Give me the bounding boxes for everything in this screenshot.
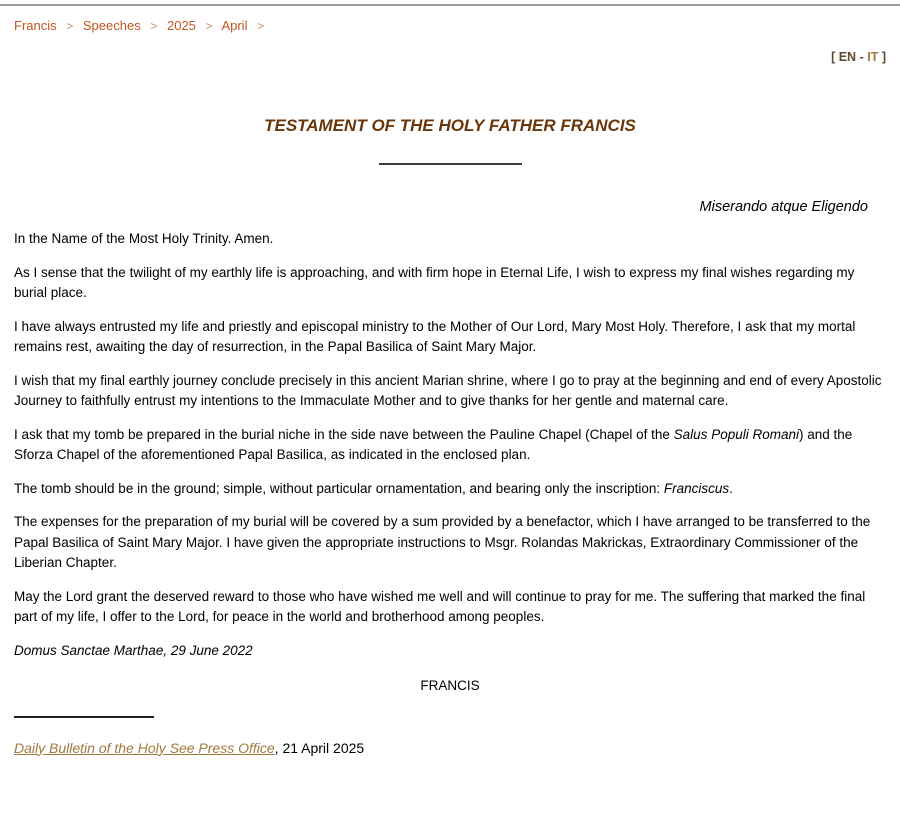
- text-segment: I have always entrusted my life and priestly and episcopal ministry to the Mother of Our Lord, Mary Most Holy. Therefore, I ask that my mortal remains rest, awaiting the day of resurrection, in the Papal Basilica of Saint Mary Major.: [14, 318, 856, 354]
- dateline-text: Domus Sanctae Marthae, 29 June 2022: [14, 642, 253, 658]
- language-link-it[interactable]: IT: [867, 50, 879, 64]
- italic-text-segment: Franciscus: [663, 480, 730, 496]
- breadcrumb-link-speeches[interactable]: Speeches: [82, 18, 141, 33]
- breadcrumb-link-april[interactable]: April: [221, 18, 248, 33]
- top-border-rule: [0, 4, 900, 6]
- title-divider: [379, 163, 522, 165]
- text-segment: In the Name of the Most Holy Trinity. Amen.: [14, 231, 274, 246]
- text-segment: The tomb should be in the ground; simple, without particular ornamentation, and bearing only the inscription:: [14, 480, 664, 496]
- language-bracket-close: ]: [881, 50, 886, 64]
- language-bracket-open: [: [831, 50, 836, 64]
- text-segment: .: [729, 480, 733, 496]
- text-segment: The expenses for the preparation of my burial will be covered by a sum provided by a benefactor, which I have arranged to be transferred to the Papal Basilica of Saint Mary Major. I have given the appropriate instructions to Msgr. Rolandas Makrickas, Extraordinary Commissioner of the Liberian Chapter.: [14, 514, 871, 570]
- footer-bulletin-link[interactable]: Daily Bulletin of the Holy See Press Office: [14, 739, 275, 756]
- breadcrumb: [14, 18, 886, 33]
- breadcrumb-link-2025[interactable]: 2025: [166, 18, 196, 33]
- breadcrumb-separator: >: [66, 19, 74, 33]
- footer-date-suffix: , 21 April 2025: [274, 739, 365, 756]
- motto-text: Miserando atque Eligendo: [699, 199, 868, 215]
- text-segment: May the Lord grant the deserved reward to those who have wished me well and will continue to pray for me. The suffering that marked the final part of my life, I offer to the Lord, for peace in the world and brotherhood among peoples.: [14, 588, 866, 624]
- body-paragraph: [14, 587, 886, 628]
- italic-text-segment: Salus Populi Romani: [673, 426, 799, 442]
- body-paragraph: [14, 479, 886, 500]
- breadcrumb-separator: >: [150, 19, 158, 33]
- language-bar: [14, 50, 886, 64]
- breadcrumb-link-francis[interactable]: Francis: [14, 18, 57, 33]
- text-segment: I wish that my final earthly journey conclude precisely in this ancient Marian shrine, where I go to pray at the beginning and end of every Apostolic Journey to faithfully entrust my intentions to the Immaculate Mother and to give thanks for her gentle and maternal care.: [14, 372, 882, 408]
- body-paragraph: [14, 263, 886, 304]
- text-segment: I ask that my tomb be prepared in the burial niche in the side nave between the Pauline Chapel (Chapel of the: [14, 426, 674, 442]
- breadcrumb-separator: >: [257, 19, 265, 33]
- body-paragraph: [14, 512, 886, 574]
- signature-text: FRANCIS: [420, 678, 480, 693]
- language-current-en: EN: [838, 50, 857, 64]
- breadcrumb-separator: >: [205, 19, 213, 33]
- page-container: [0, 18, 900, 758]
- body-paragraph: [14, 371, 886, 412]
- body-paragraph: [14, 425, 886, 466]
- page-title: TESTAMENT OF THE HOLY FATHER FRANCIS: [264, 116, 636, 135]
- footer-source-line: [14, 739, 886, 758]
- body-paragraph: [14, 317, 886, 358]
- language-dash: -: [859, 50, 864, 64]
- text-segment: ) and the Sforza Chapel of the aforementioned Papal Basilica, as indicated in the enclosed plan.: [14, 426, 853, 462]
- footer-divider: [14, 716, 154, 718]
- text-segment: As I sense that the twilight of my earthly life is approaching, and with firm hope in Eternal Life, I wish to express my final wishes regarding my burial place.: [14, 264, 855, 300]
- body-paragraph: [14, 229, 886, 250]
- document-body: [14, 229, 886, 628]
